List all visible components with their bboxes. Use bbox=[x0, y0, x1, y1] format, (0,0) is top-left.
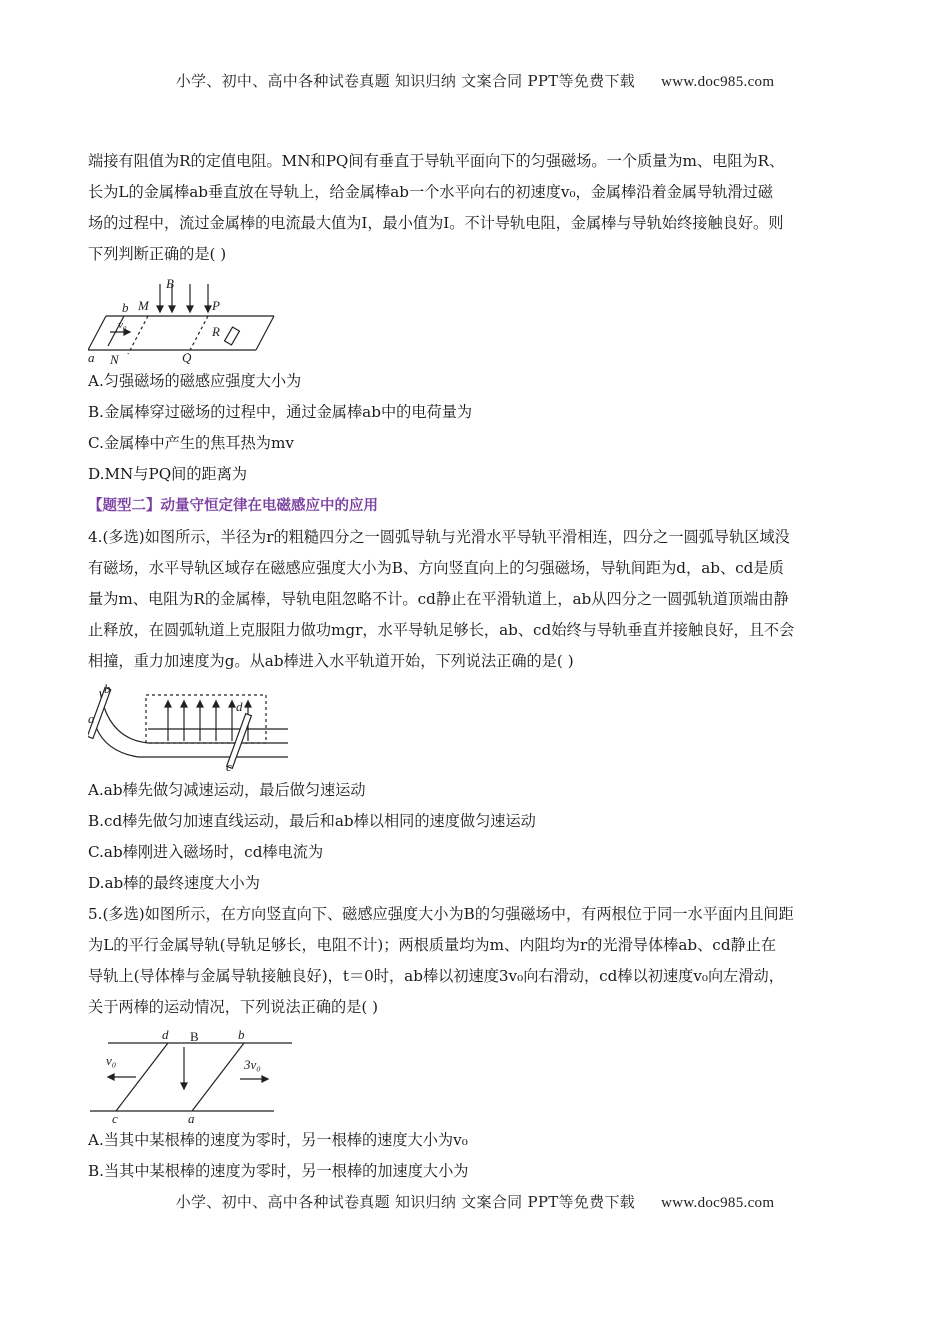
footer-site[interactable]: www.doc985.com bbox=[661, 1195, 775, 1211]
q5-line-4: 关于两棒的运动情况，下列说法正确的是( ) bbox=[88, 998, 379, 1016]
q4-figure-arc-rails bbox=[88, 681, 298, 773]
header-site[interactable]: www.doc985.com bbox=[661, 74, 775, 90]
label-M: M bbox=[138, 298, 149, 313]
label-d: d bbox=[162, 1027, 169, 1042]
q3-line-1: 端接有阻值为R的定值电阻。MN和PQ间有垂直于导轨平面向下的匀强磁场。一个质量为m、电阻为R、 bbox=[88, 152, 785, 170]
q5-line-2: 为L的平行金属导轨(导轨足够长，电阻不计)；两根质量均为m、内阻均为r的光滑导体棒ab、cd静止在 bbox=[88, 936, 777, 954]
q4-option-a: A.ab棒先做匀减速运动，最后做匀速运动 bbox=[88, 781, 366, 799]
q5-line-3: 导轨上(导体棒与金属导轨接触良好)，t＝0时，ab棒以初速度3v₀向右滑动，cd棒以初速度v₀向左滑动， bbox=[88, 967, 784, 985]
label-d: d bbox=[236, 699, 243, 714]
label-B: B bbox=[190, 1029, 199, 1044]
label-3v0: 3v₀ bbox=[244, 1057, 261, 1072]
q3-line-4: 下列判断正确的是( ) bbox=[88, 245, 227, 263]
label-v0: v₀ bbox=[106, 1053, 117, 1068]
q4-line-2: 有磁场，水平导轨区域存在磁感应强度大小为B、方向竖直向上的匀强磁场，导轨间距为d，ab、cd是质 bbox=[88, 559, 784, 577]
section-heading: 【题型二】动量守恒定律在电磁感应中的应用 bbox=[88, 498, 378, 514]
label-P: P bbox=[212, 298, 220, 313]
q4-option-c: C.ab棒刚进入磁场时，cd棒电流为 bbox=[88, 843, 324, 861]
label-Q: Q bbox=[182, 350, 192, 364]
label-b: b bbox=[122, 300, 129, 315]
label-c: c bbox=[226, 759, 232, 773]
q4-option-b: B.cd棒先做匀加速直线运动，最后和ab棒以相同的速度做匀速运动 bbox=[88, 812, 536, 830]
label-N: N bbox=[110, 352, 119, 364]
q3-line-2: 长为L的金属棒ab垂直放在导轨上，给金属棒ab一个水平向右的初速度v₀，金属棒沿着金属导轨滑过磁 bbox=[88, 183, 773, 201]
q5-option-a: A.当其中某根棒的速度为零时，另一根棒的速度大小为v₀ bbox=[88, 1131, 468, 1149]
label-B: B bbox=[166, 276, 174, 291]
header-text: 小学、初中、高中各种试卷真题 知识归纳 文案合同 PPT等免费下载 bbox=[175, 72, 636, 90]
label-a: a bbox=[88, 350, 95, 364]
q5-line-1: 5.(多选)如图所示，在方向竖直向下、磁感应强度大小为B的匀强磁场中，有两根位于同一水平面内且间距 bbox=[88, 905, 794, 923]
label-a: a bbox=[188, 1111, 195, 1123]
q3-figure-rails bbox=[88, 274, 288, 364]
label-v0: v₀ bbox=[118, 319, 127, 331]
q5-option-b: B.当其中某根棒的速度为零时，另一根棒的加速度大小为 bbox=[88, 1162, 469, 1180]
q4-line-3: 量为m、电阻为R的金属棒，导轨电阻忽略不计。cd静止在平滑轨道上，ab从四分之一圆弧轨道顶端由静 bbox=[88, 590, 789, 608]
page-footer bbox=[0, 1191, 950, 1212]
label-b: b bbox=[104, 681, 111, 696]
q4-line-4: 止释放，在圆弧轨道上克服阻力做功mgr，水平导轨足够长，ab、cd始终与导轨垂直并接触良好，且不会 bbox=[88, 621, 795, 639]
boundary-PQ bbox=[188, 316, 208, 354]
label-c: c bbox=[112, 1111, 118, 1123]
q3-option-d: D.MN与PQ间的距离为 bbox=[88, 465, 248, 483]
label-b: b bbox=[238, 1027, 245, 1042]
label-a: a bbox=[88, 711, 95, 726]
q4-option-d: D.ab棒的最终速度大小为 bbox=[88, 874, 260, 892]
document-body bbox=[88, 146, 868, 1187]
q3-option-a: A.匀强磁场的磁感应强度大小为 bbox=[88, 372, 302, 390]
q3-option-c: C.金属棒中产生的焦耳热为mv bbox=[88, 434, 294, 452]
q5-figure-parallel-rails bbox=[88, 1027, 298, 1123]
q4-line-1: 4.(多选)如图所示，半径为r的粗糙四分之一圆弧导轨与光滑水平导轨平滑相连，四分之一圆弧导轨区域没 bbox=[88, 528, 790, 546]
footer-text: 小学、初中、高中各种试卷真题 知识归纳 文案合同 PPT等免费下载 bbox=[175, 1193, 636, 1211]
boundary-MN bbox=[128, 316, 148, 354]
q3-option-b: B.金属棒穿过磁场的过程中，通过金属棒ab中的电荷量为 bbox=[88, 403, 473, 421]
rod-ab bbox=[192, 1043, 244, 1111]
page-header bbox=[0, 70, 950, 91]
label-R: R bbox=[212, 324, 220, 339]
q3-line-3: 场的过程中，流过金属棒的电流最大值为I，最小值为I。不计导轨电阻，金属棒与导轨始终接触良好。则 bbox=[88, 214, 784, 232]
q4-line-5: 相撞，重力加速度为g。从ab棒进入水平轨道开始，下列说法正确的是( ) bbox=[88, 652, 574, 670]
